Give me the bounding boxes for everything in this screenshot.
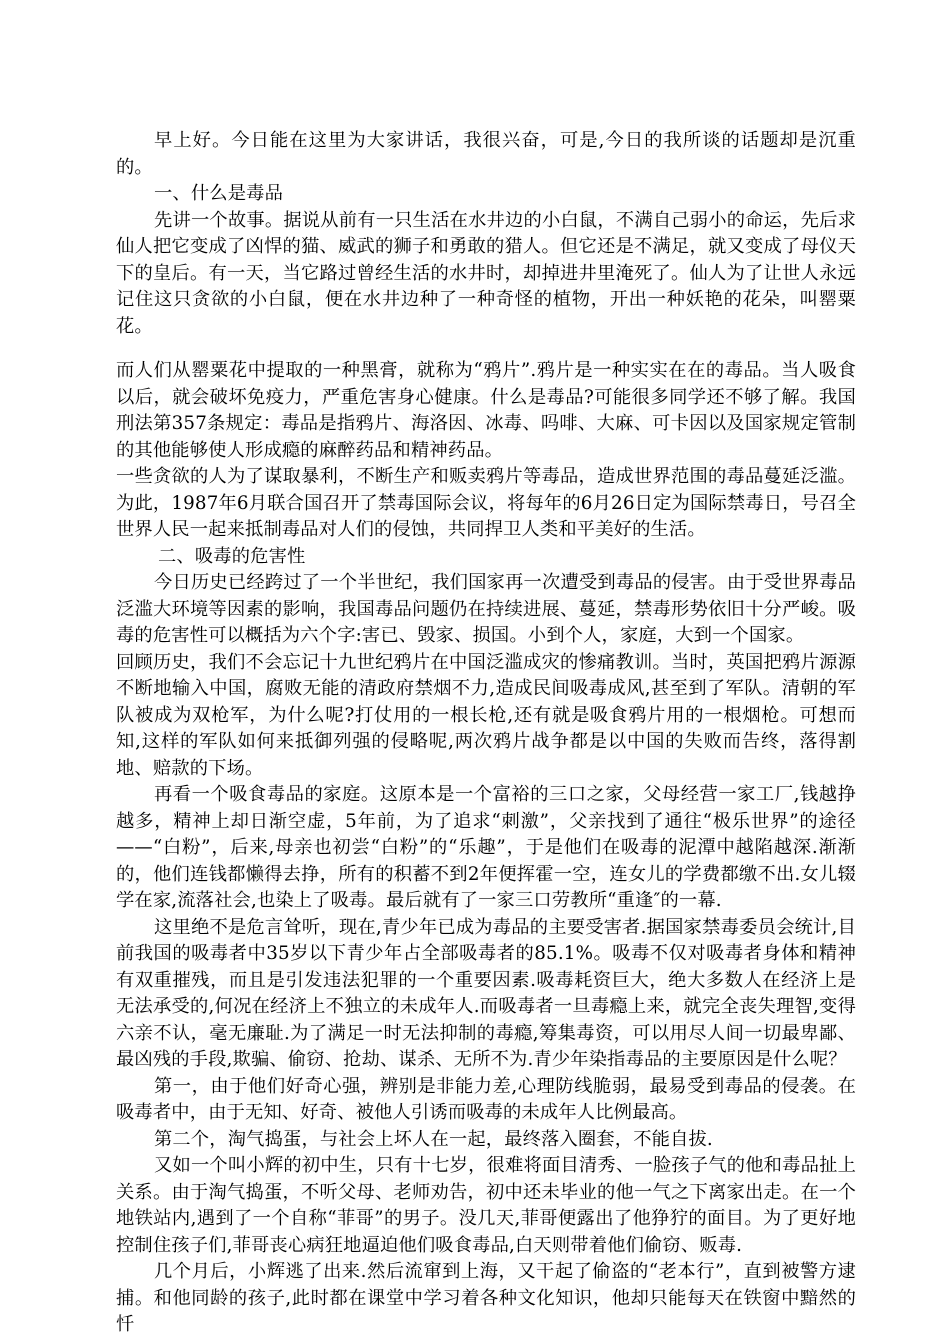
section-heading-what-is-drug: 一、什么是毒品 [154, 183, 284, 204]
section-heading-harm: 二、吸毒的危害性 [158, 545, 306, 567]
paragraph-gap [116, 340, 856, 358]
document-page [116, 128, 856, 1339]
history-harm-paragraph: 今日历史已经跨过了一个半世纪，我们国家再一次遭受到毒品的侵害。由于受世界毒品泛滥大环境等因素的影响，我国毒品问题仍在持续进展、蔓延，禁毒形势依旧十分严峻。吸毒的危害性可以概括为六个字:害已、毁家、损国。小到个人，家庭，大到一个国家。 [116, 572, 856, 646]
opium-war-paragraph: 回顾历史，我们不会忘记十九世纪鸦片在中国泛滥成灾的惨痛教训。当时，英国把鸦片源源不断地输入中国，腐败无能的清政府禁烟不力,造成民间吸毒成风,甚至到了军队。清朝的军队被成为双枪军，为什么呢?打仗用的一根长枪,还有就是吸食鸦片用的一根烟枪。可想而知,这样的军队如何来抵御列强的侵略呢,两次鸦片战争都是以中国的失败而告终，落得割地、赔款的下场。 [116, 651, 856, 779]
reason-two-paragraph: 第二个，淘气捣蛋，与社会上坏人在一起，最终落入圈套，不能自拔. [154, 1128, 713, 1150]
xiaohui-story-paragraph: 又如一个叫小辉的初中生，只有十七岁，很难将面目清秀、一脸孩子气的他和毒品扯上关系。由于淘气捣蛋，不听父母、老师劝告，初中还未毕业的他一气之下离家出走。在一个地铁站内,遇到了一个自称“菲哥”的男子。没几天,菲哥便露出了他狰狞的面目。为了更好地控制住孩子们,菲哥丧心病狂地逼迫他们吸食毒品,白天则带着他们偷窃、贩毒. [116, 1155, 856, 1256]
anti-drug-day-paragraph: 一些贪欲的人为了谋取暴利，不断生产和贩卖鸦片等毒品，造成世界范围的毒品蔓延泛滥。为此，1987年6月联合国召开了禁毒国际会议，将每年的6月26日定为国际禁毒日，号召全世界人民一起来抵制毒品对人们的侵蚀，共同捍卫人类和平美好的生活。 [116, 466, 856, 540]
aftermath-paragraph: 几个月后，小辉逃了出来.然后流窜到上海，又干起了偷盗的“老本行”，直到被警方逮捕。和他同龄的孩子,此时都在课堂中学习着各种文化知识，他却只能每天在铁窗中黯然的忏 [116, 1261, 856, 1335]
opening-paragraph: 早上好。今日能在这里为大家讲话，我很兴奋，可是,今日的我所谈的话题却是沉重的。 [116, 130, 856, 178]
family-story-paragraph: 再看一个吸食毒品的家庭。这原本是一个富裕的三口之家，父母经营一家工厂,钱越挣越多，精神上却日渐空虚，5年前，为了追求“刺激”，父亲找到了通往“极乐世界”的途径——“白粉”，后来,母亲也初尝“白粉”的“乐趣”，于是他们在吸毒的泥潭中越陷越深.渐渐的，他们连钱都懒得去挣，所有的积蓄不到2年便挥霍一空，连女儿的学费都缴不出.女儿辍学在家,流落社会,也染上了吸毒。最后就有了一家三口劳教所“重逢″的一幕. [116, 784, 856, 911]
youth-victims-paragraph: 这里绝不是危言耸听，现在,青少年已成为毒品的主要受害者.据国家禁毒委员会统计,目前我国的吸毒者中35岁以下青少年占全部吸毒者的85.1%。吸毒不仅对吸毒者身体和精神有双重摧残，而且是引发违法犯罪的一个重要因素.吸毒耗资巨大，绝大多数人在经济上是无法承受的,何况在经济上不独立的未成年人.而吸毒者一旦毒瘾上来，就完全丧失理智,变得六亲不认，毫无廉耻.为了满足一时无法抑制的毒瘾,筹集毒资，可以用尽人间一切最卑鄙、最凶残的手段,欺骗、偷窃、抢劫、谋杀、无所不为.青少年染指毒品的主要原因是什么呢？ [116, 916, 856, 1070]
story-paragraph: 先讲一个故事。据说从前有一只生活在水井边的小白鼠，不满自己弱小的命运，先后求仙人把它变成了凶悍的猫、威武的狮子和勇敢的猎人。但它还是不满足，就又变成了母仪天下的皇后。有一天，当它路过曾经生活的水井时，却掉进井里淹死了。仙人为了让世人永远记住这只贪欲的小白鼠，便在水井边种了一种奇怪的植物，开出一种妖艳的花朵，叫罂粟花。 [116, 209, 856, 337]
reason-one-paragraph: 第一，由于他们好奇心强，辨别是非能力差,心理防线脆弱，最易受到毒品的侵袭。在吸毒者中，由于无知、好奇、被他人引诱而吸毒的未成年人比例最高。 [116, 1075, 856, 1123]
opium-paragraph: 而人们从罂粟花中提取的一种黑膏，就称为“鸦片”.鸦片是一种实实在在的毒品。当人吸食以后，就会破坏免疫力，严重危害身心健康。什么是毒品?可能很多同学还不够了解。我国刑法第357条规定：毒品是指鸦片、海洛因、冰毒、吗啡、大麻、可卡因以及国家规定管制的其他能够使人形成瘾的麻醉药品和精神药品。 [116, 360, 856, 461]
